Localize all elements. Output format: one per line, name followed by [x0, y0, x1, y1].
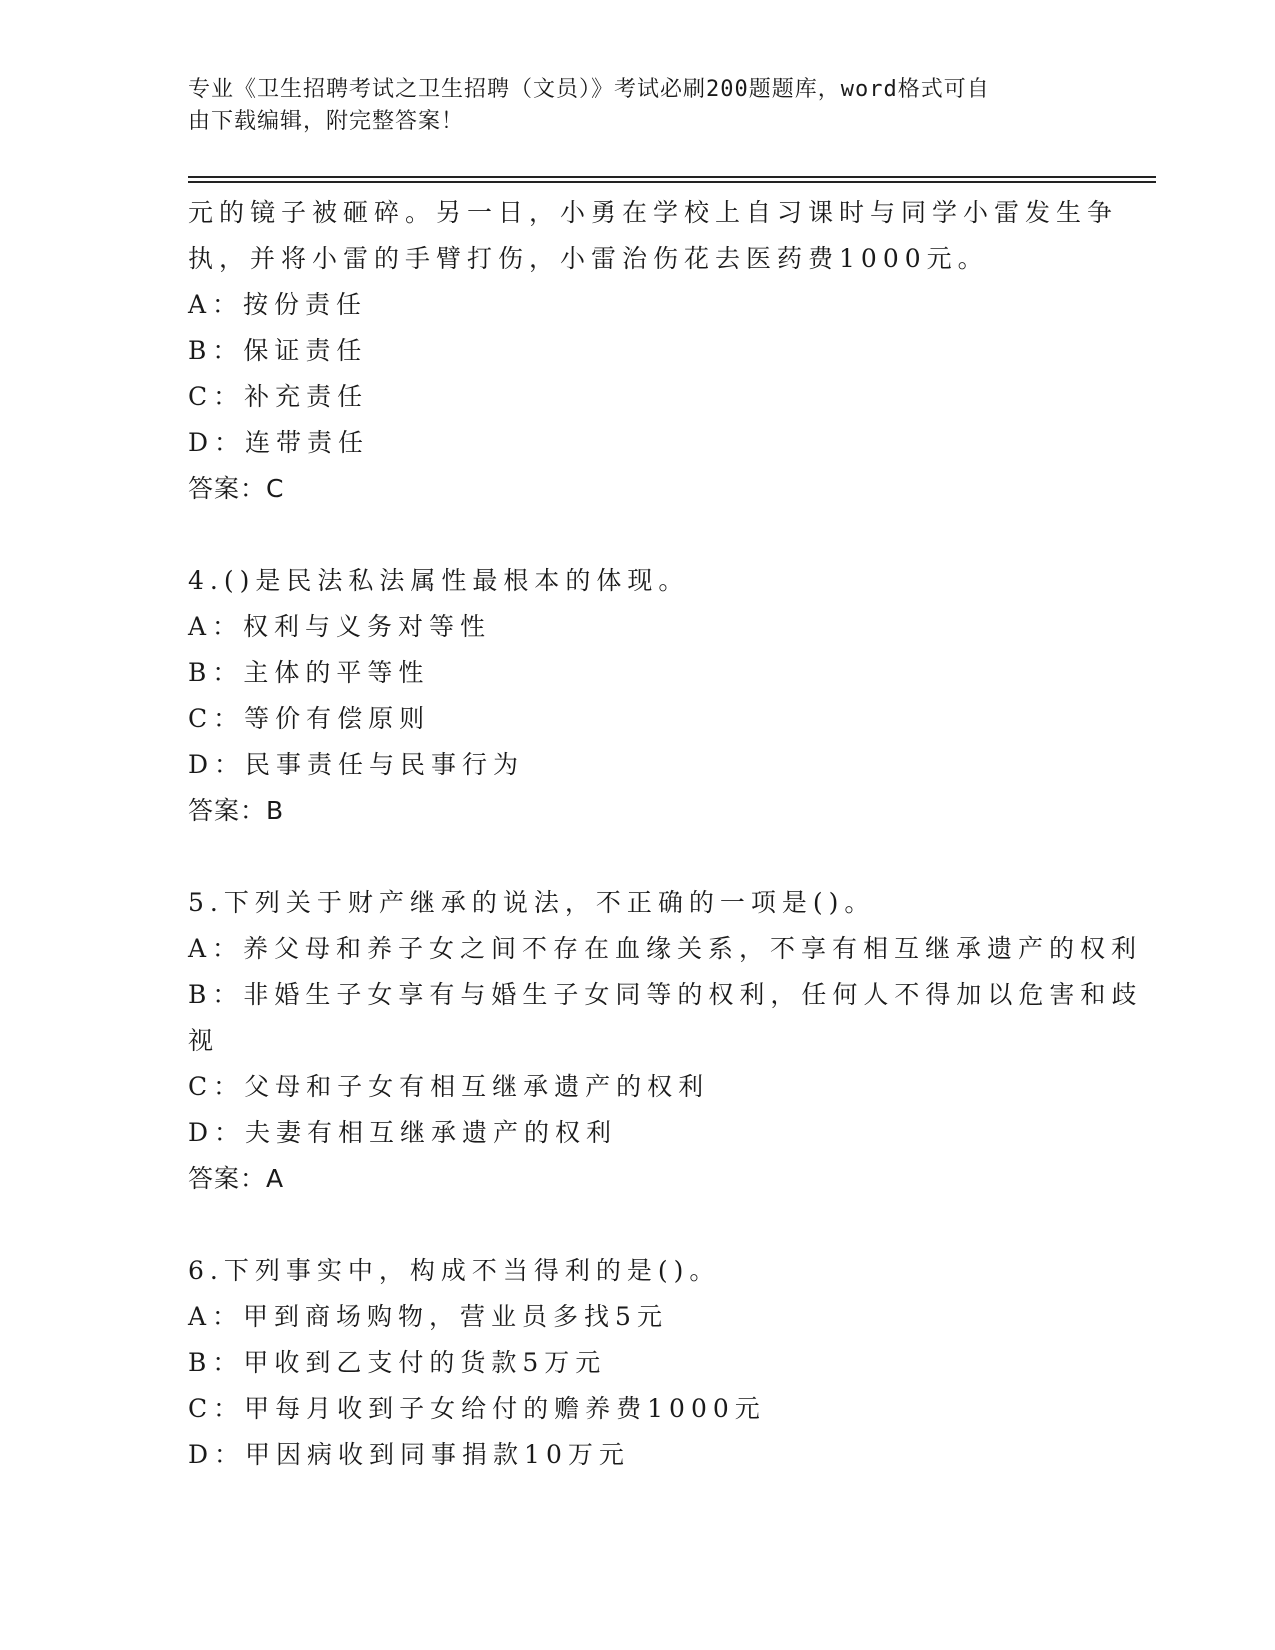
- question-6-option-c: C：甲每月收到子女给付的赡养费1000元: [188, 1394, 766, 1423]
- question-5-block: [188, 880, 1143, 1202]
- question-3-block: [188, 190, 1119, 512]
- question-4-answer: 答案：B: [188, 796, 285, 825]
- question-3-continuation-line-2: 执，并将小雷的手臂打伤，小雷治伤花去医药费1000元。: [188, 244, 989, 273]
- question-4-option-c: C：等价有偿原则: [188, 704, 431, 733]
- question-3-answer: 答案：C: [188, 474, 285, 503]
- question-3-option-a: A：按份责任: [188, 290, 368, 319]
- spacer: [188, 834, 1088, 880]
- question-6-option-b: B：甲收到乙支付的货款5万元: [188, 1348, 607, 1377]
- question-4-option-d: D：民事责任与民事行为: [188, 750, 525, 779]
- question-5-option-b-line-2: 视: [188, 1026, 220, 1055]
- question-5-option-b-line-1: B：非婚生子女享有与婚生子女同等的权利，任何人不得加以危害和歧: [188, 980, 1143, 1009]
- question-6-text: 6.下列事实中，构成不当得利的是()。: [188, 1256, 721, 1285]
- question-4-block: [188, 558, 1088, 834]
- question-6-block: [188, 1248, 1088, 1478]
- question-3-option-d: D：连带责任: [188, 428, 370, 457]
- header-title-line-2: 由下载编辑，附完整答案！: [188, 109, 465, 134]
- question-5-option-d: D：夫妻有相互继承遗产的权利: [188, 1118, 618, 1147]
- question-5-option-c: C：父母和子女有相互继承遗产的权利: [188, 1072, 710, 1101]
- question-4-text: 4.()是民法私法属性最根本的体现。: [188, 566, 690, 595]
- question-5-option-a: A：养父母和养子女之间不存在血缘关系，不享有相互继承遗产的权利: [188, 934, 1143, 963]
- question-4-option-a: A：权利与义务对等性: [188, 612, 492, 641]
- header-title-line-1: 专业《卫生招聘考试之卫生招聘（文员）》考试必刷200题题库，word格式可自: [188, 77, 990, 102]
- header-divider-top: [188, 176, 1156, 178]
- question-3-continuation-line-1: 元的镜子被砸碎。另一日，小勇在学校上自习课时与同学小雷发生争: [188, 198, 1119, 227]
- document-body: [188, 190, 1143, 1478]
- spacer: [188, 512, 1088, 558]
- question-3-option-b: B：保证责任: [188, 336, 368, 365]
- header-divider-bottom: [188, 181, 1156, 183]
- question-4-option-b: B：主体的平等性: [188, 658, 430, 687]
- question-6-option-d: D：甲因病收到同事捐款10万元: [188, 1440, 630, 1469]
- question-3-option-c: C：补充责任: [188, 382, 369, 411]
- question-5-answer: 答案：A: [188, 1164, 285, 1193]
- document-header: [188, 74, 1068, 138]
- spacer: [188, 1202, 1088, 1248]
- question-5-text: 5.下列关于财产继承的说法，不正确的一项是()。: [188, 888, 876, 917]
- question-6-option-a: A：甲到商场购物，营业员多找5元: [188, 1302, 668, 1331]
